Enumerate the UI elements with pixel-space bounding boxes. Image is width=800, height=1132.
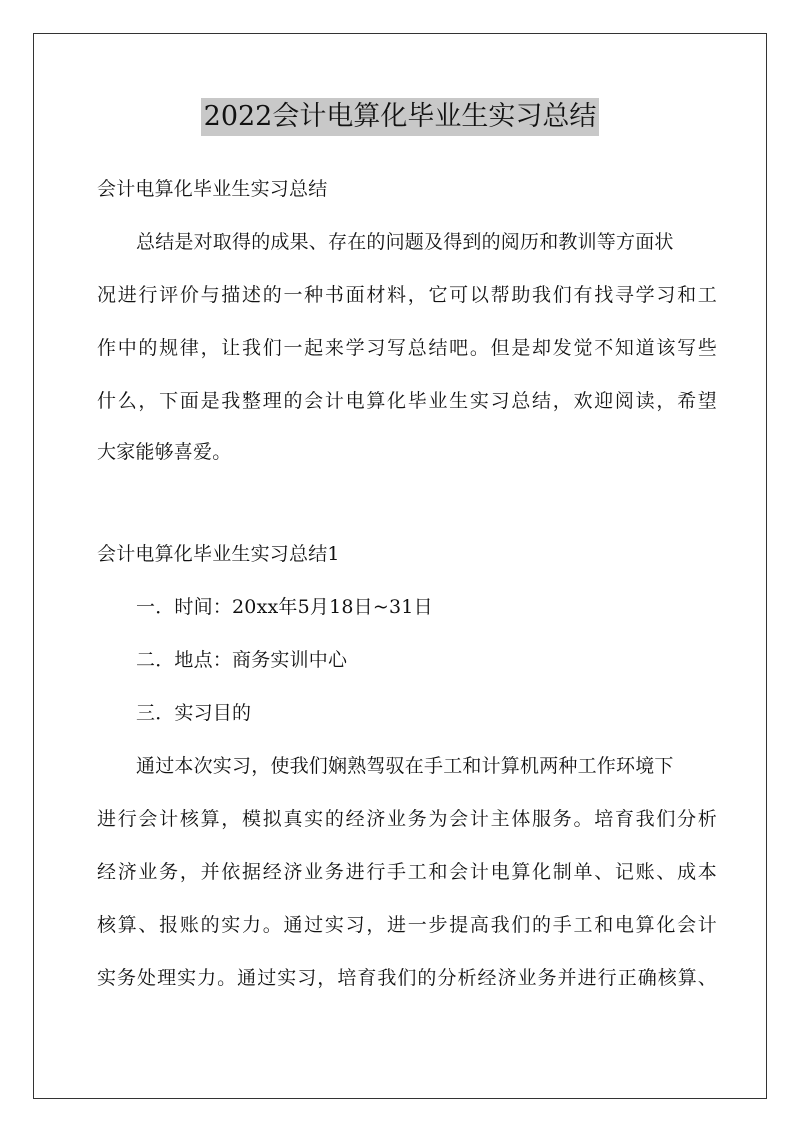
body-line-1: 通过本次实习，使我们娴熟驾驭在手工和计算机两种工作环境下 xyxy=(136,755,674,777)
body-line-5: 实务处理实力。通过实习，培育我们的分析经济业务并进行正确核算、 xyxy=(97,967,717,989)
document-title: 2022会计电算化毕业生实习总结 xyxy=(201,98,600,136)
intro-line-1: 总结是对取得的成果、存在的问题及得到的阅历和教训等方面状 xyxy=(136,231,674,253)
subtitle: 会计电算化毕业生实习总结 xyxy=(97,178,328,200)
intro-line-2: 况进行评价与描述的一种书面材料，它可以帮助我们有找寻学习和工 xyxy=(97,284,717,306)
body-line-4: 核算、报账的实力。通过实习，进一步提高我们的手工和电算化会计 xyxy=(97,914,717,936)
body-line-2: 进行会计核算，模拟真实的经济业务为会计主体服务。培育我们分析 xyxy=(97,808,717,830)
item-place: 二．地点：商务实训中心 xyxy=(136,649,348,671)
item-purpose: 三．实习目的 xyxy=(136,702,252,724)
title-container xyxy=(0,98,800,136)
body-line-3: 经济业务，并依据经济业务进行手工和会计电算化制单、记账、成本 xyxy=(97,861,717,883)
intro-line-5: 大家能够喜爱。 xyxy=(97,441,232,463)
intro-line-4: 什么，下面是我整理的会计电算化毕业生实习总结，欢迎阅读，希望 xyxy=(97,390,717,412)
section-heading: 会计电算化毕业生实习总结1 xyxy=(97,543,340,565)
item-time: 一．时间：20xx年5月18日~31日 xyxy=(136,596,433,618)
intro-line-3: 作中的规律，让我们一起来学习写总结吧。但是却发觉不知道该写些 xyxy=(97,337,717,359)
